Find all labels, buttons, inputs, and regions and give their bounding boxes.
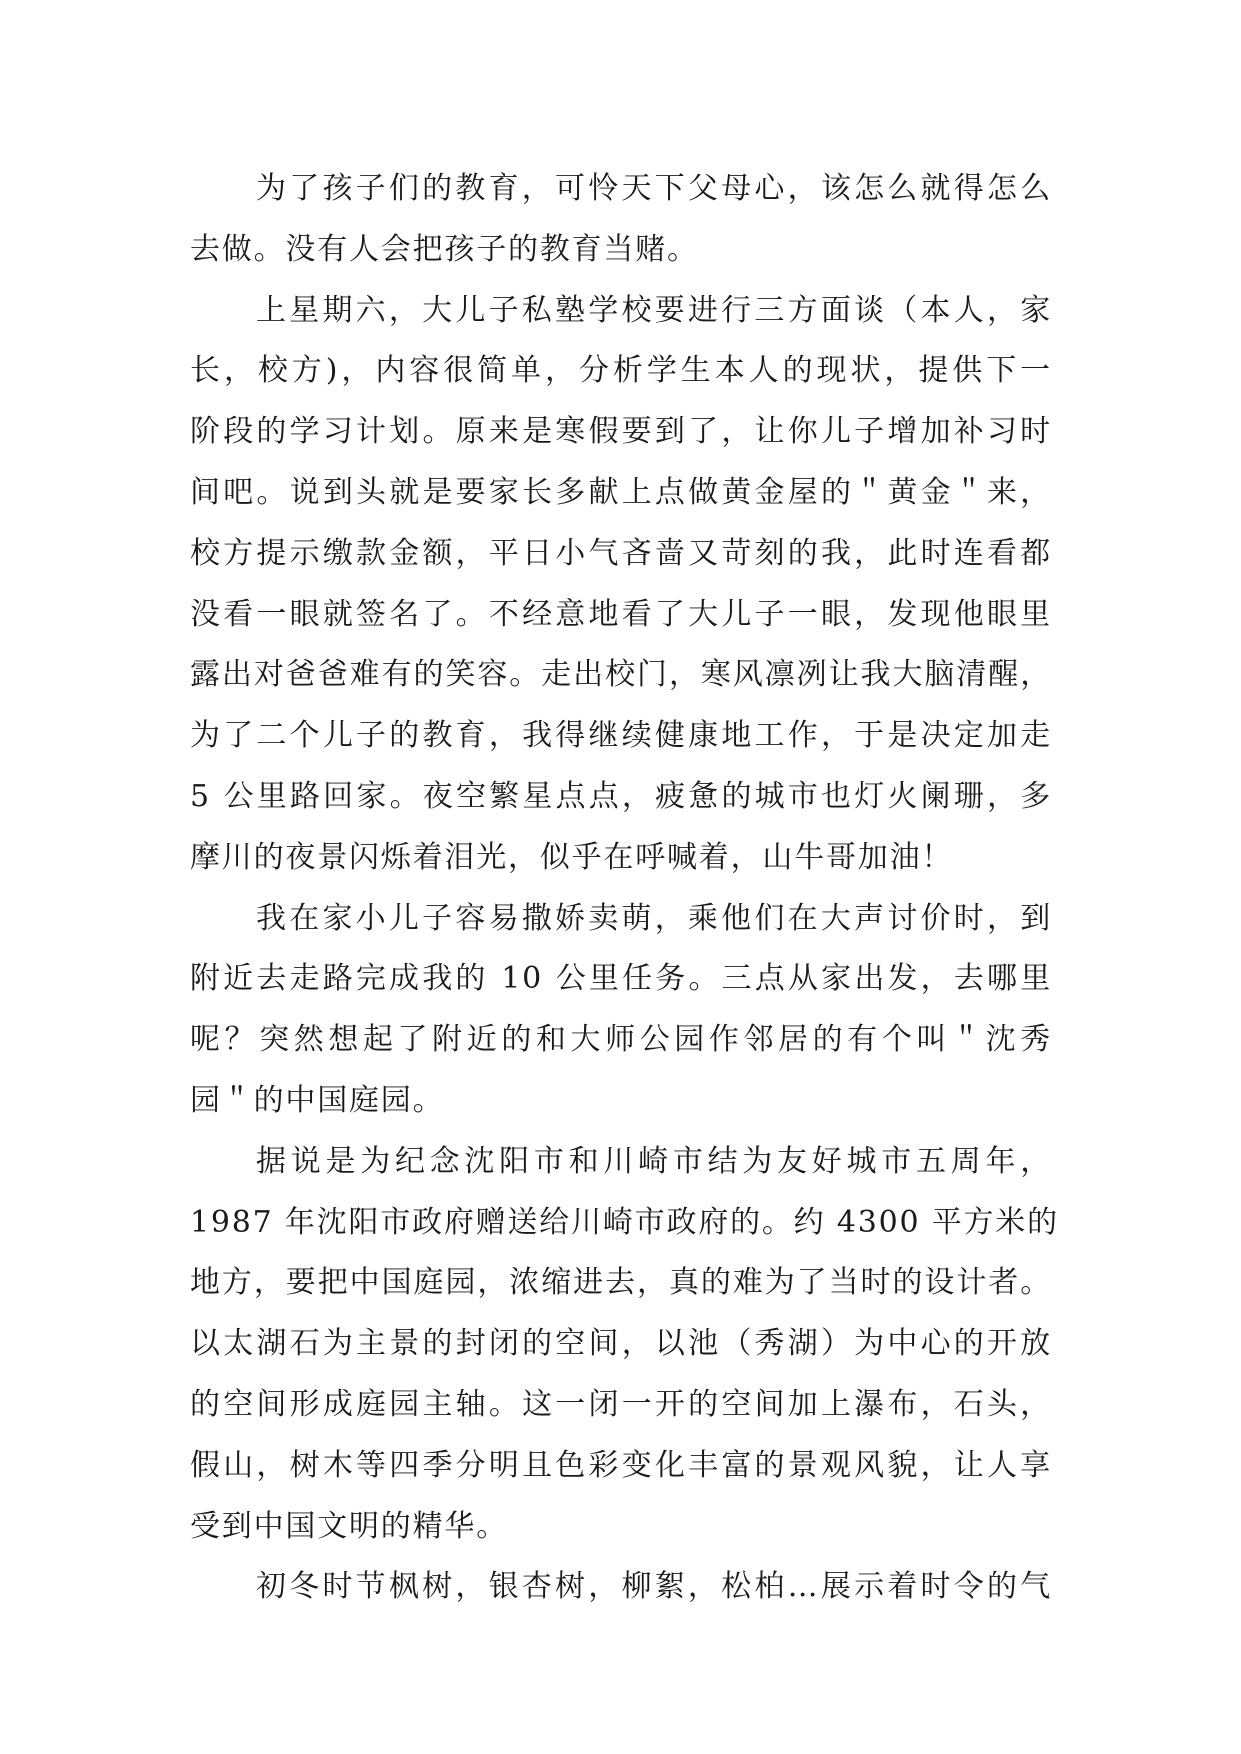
text-line: 上星期六，大儿子私塾学校要进行三方面谈（本人，家 (256, 292, 1052, 328)
text-line: 初冬时节枫树，银杏树，柳絮，松柏…展示着时令的气 (256, 1569, 1052, 1605)
text-line: 去做。没有人会把孩子的教育当赌。 (190, 231, 699, 267)
paragraph-2 (190, 281, 1052, 889)
text-line: 假山，树木等四季分明且色彩变化丰富的景观风貌，让人享 (190, 1447, 1052, 1483)
text-line: 露出对爸爸难有的笑容。走出校门，寒风凛冽让我大脑清醒， (190, 657, 1052, 693)
text-line: 摩川的夜景闪烁着泪光，似乎在呼喊着，山牛哥加油！ (190, 839, 954, 875)
text-line: 校方提示缴款金额，平日小气吝啬又苛刻的我，此时连看都 (190, 535, 1052, 571)
text-line: 地方，要把中国庭园，浓缩进去，真的难为了当时的设计者。 (190, 1265, 1052, 1301)
text-line: 长，校方)，内容很简单，分析学生本人的现状，提供下一 (190, 353, 1052, 389)
text-line: 没看一眼就签名了。不经意地看了大儿子一眼，发现他眼里 (190, 596, 1052, 632)
text-line: 为了二个儿子的教育，我得继续健康地工作，于是决定加走 (190, 718, 1052, 754)
text-line: 附近去走路完成我的 10 公里任务。三点从家出发，去哪里 (190, 961, 1052, 997)
text-line: 间吧。说到头就是要家长多献上点做黄金屋的＂黄金＂来， (190, 474, 1052, 510)
paragraph-5 (190, 1557, 1052, 1618)
paragraph-1 (190, 159, 1052, 281)
text-line: 据说是为纪念沈阳市和川崎市结为友好城市五周年， (256, 1143, 1052, 1179)
text-line: 以太湖石为主景的封闭的空间，以池（秀湖）为中心的开放 (190, 1326, 1052, 1362)
paragraph-4 (190, 1132, 1059, 1558)
text-line: 受到中国文明的精华。 (190, 1508, 508, 1544)
text-line: 呢？突然想起了附近的和大师公园作邻居的有个叫＂沈秀 (190, 1022, 1052, 1058)
article-body (190, 159, 1059, 1618)
text-line: 阶段的学习计划。原来是寒假要到了，让你儿子增加补习时 (190, 414, 1052, 450)
text-line: 5 公里路回家。夜空繁星点点，疲惫的城市也灯火阑珊，多 (190, 778, 1052, 814)
text-line: 的空间形成庭园主轴。这一闭一开的空间加上瀑布，石头， (190, 1386, 1052, 1422)
text-line: 1987 年沈阳市政府赠送给川崎市政府的。约 4300 平方米的 (190, 1204, 1059, 1240)
text-line: 为了孩子们的教育，可怜天下父母心，该怎么就得怎么 (256, 171, 1052, 206)
text-line: 园＂的中国庭园。 (190, 1082, 445, 1118)
text-line: 我在家小儿子容易撒娇卖萌，乘他们在大声讨价时，到 (256, 900, 1052, 936)
paragraph-3 (190, 889, 1052, 1132)
